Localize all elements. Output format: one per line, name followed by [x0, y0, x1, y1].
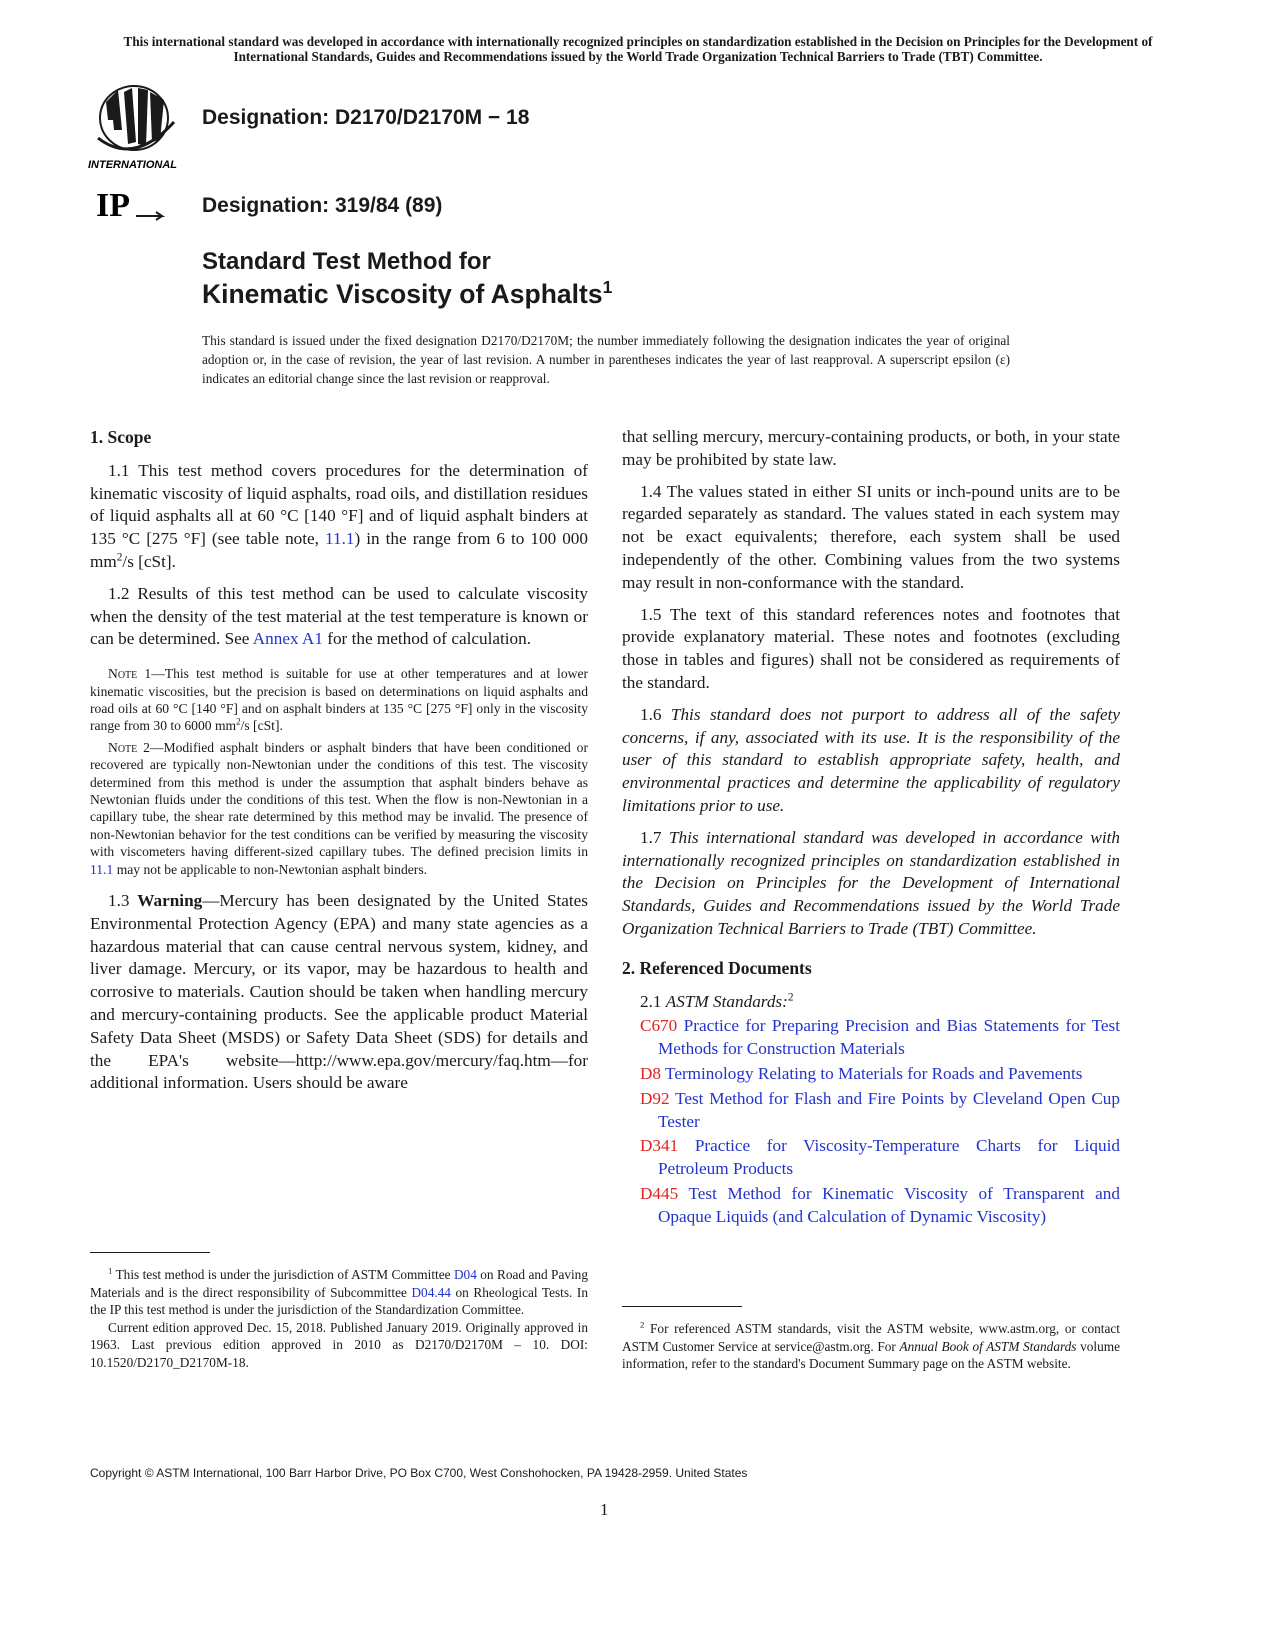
para-1-5: 1.5 The text of this standard references notes and footnotes that provide explanatory material. These notes and footnotes (excluding those in tables and figures) shall not be considered as requirements of the standard.	[622, 604, 1120, 692]
para-1-3-cont: that selling mercury, mercury-containing products, or both, in your state may be prohibited by state law.	[622, 427, 1120, 469]
logo-text: INTERNATIONAL	[88, 159, 178, 171]
link-11-1-note[interactable]: 11.1	[90, 861, 114, 877]
footnote-rule-right	[622, 1306, 742, 1307]
ref-list	[622, 1015, 1120, 1228]
note-2: Note 2—Modified asphalt binders or asphalt binders that have been conditioned or recovered are typically non-Newtonian under the conditions of this test. The viscosity determined from this method is under the assumption that asphalt binders behave as Newtonian fluids under the conditions of this test. When the flow is non-Newtonian in a capillary tube, the shear rate determined by this method may be invalid. The presence of non-Newtonian behavior for the test conditions can be verified by measuring the viscosity with viscometers having different-sized capillary tubes. The defined precision limits in 11.1 may not be applicable to non-Newtonian asphalt binders.	[90, 739, 588, 877]
para-1-7: 1.7 This international standard was developed in accordance with internationally recognized principles on standardization established in the Decision on Principles for the Development of International Standards, Guides and Recommendations issued by the World Trade Organization Technical Barriers to Trade (TBT) Committee.	[622, 827, 1120, 938]
section-1-heading: 1. Scope	[90, 427, 152, 447]
footnote-rule-left	[90, 1252, 210, 1253]
link-11-1[interactable]: 11.1	[325, 529, 355, 549]
section-2-heading: 2. Referenced Documents	[622, 957, 812, 978]
ref-item[interactable]: D92 Test Method for Flash and Fire Points by Cleveland Open Cup Tester	[640, 1088, 1120, 1131]
designation-astm: Designation: D2170/D2170M − 18	[202, 106, 530, 129]
link-annex-a1[interactable]: Annex A1	[252, 629, 323, 649]
link-d04[interactable]: D04	[453, 1267, 477, 1282]
left-column	[90, 426, 588, 1104]
copyright: Copyright © ASTM International, 100 Barr Harbor Drive, PO Box C700, West Conshohocken, PA 19428-2959. United States	[90, 1466, 748, 1480]
para-1-2: 1.2 Results of this test method can be used to calculate viscosity when the density of the test material at the test temperature is known or can be determined. See Annex A1 for the method of calculation.	[90, 583, 588, 649]
para-1-1: 1.1 This test method covers procedures for the determination of kinematic viscosity of liquid asphalts, road oils, and distillation residues of liquid asphalts all at 60 °C [140 °F] and of liquid asphalt binders at 135 °C [275 °F] (see table note, 11.1) in the range from 6 to 100 000 $mm^2/s$ [cSt].	[90, 460, 588, 571]
note-1: Note 1—This test method is suitable for use at other temperatures and at lower kinematic viscosities, but the precision is based on determinations on liquid asphalts and road oils at 60 °C [140 °F] and on asphalt binders at 135 °C [275 °F] only in the viscosity range from 30 to 6000 $mm^2/s$ [cSt].	[90, 666, 589, 734]
ref-item[interactable]: D341 Practice for Viscosity-Temperature Charts for Liquid Petroleum Products	[640, 1136, 1120, 1179]
ref-item[interactable]: D445 Test Method for Kinematic Viscosity of Transparent and Opaque Liquids (and Calculation of Dynamic Viscosity)	[640, 1183, 1120, 1226]
title-main: Kinematic Viscosity of Asphalts	[202, 279, 603, 309]
ip-logo	[96, 186, 174, 226]
footnote-1: $^1$ This test method is under the jurisdiction of ASTM Committee D04 on Road and Paving Materials and is the direct responsibility of Subcommittee D04.44 on Rheological Tests. In the IP this test method is under the jurisdiction of the Standardization Committee. Current edition approved Dec. 15, 2018. Published January 2019. Originally approved in 1963. Last previous edition approved in 2010 as D2170/D2170M – 10. DOI: 10.1520/D2170_D2170M-18.	[90, 1265, 588, 1370]
right-column	[622, 426, 1120, 1231]
para-2-1: 2.1 ASTM Standards:$^2$	[640, 990, 794, 1011]
footnote-2: $^2$ For referenced ASTM standards, visit the ASTM website, www.astm.org, or contact ASTM Customer Service at service@astm.org. For Annual Book of ASTM Standards volume information, refer to the standard's Document Summary page on the ASTM website.	[622, 1319, 1120, 1372]
top-note: This international standard was developed in accordance with internationally recognized principles on standardization established in the Decision on Principles for the Development of International Standards, Guides and Recommendations issued by the World Trade Organization Technical Barriers to Trade (TBT) Committee.	[123, 34, 1153, 64]
para-1-4: 1.4 The values stated in either SI units or inch-pound units are to be regarded separately as standard. The values stated in each system may not be exact equivalents; therefore, each system shall be used independently of the other. Combining values from the two systems may result in non-conformance with the standard.	[622, 481, 1120, 592]
ref-item[interactable]: D8 Terminology Relating to Materials for Roads and Pavements	[640, 1063, 1083, 1083]
para-1-6: 1.6 This standard does not purport to address all of the safety concerns, if any, associated with its use. It is the responsibility of the user of this standard to establish appropriate safety, health, and environmental practices and determine the applicability of regulatory limitations prior to use.	[622, 704, 1120, 815]
ref-item[interactable]: C670 Practice for Preparing Precision and Bias Statements for Test Methods for Construction Materials	[640, 1016, 1120, 1059]
link-d04-44[interactable]: D04.44	[411, 1284, 451, 1300]
page-number: 1	[600, 1500, 609, 1519]
para-1-3: 1.3 Warning—Mercury has been designated by the United States Environmental Protection Agency (EPA) and many state agencies as a hazardous material that can cause central nervous system, kidney, and liver damage. Mercury, or its vapor, may be hazardous to health and corrosive to materials. Caution should be taken when handling mercury and mercury-containing products. See the applicable product Material Safety Data Sheet (MSDS) or Safety Data Sheet (SDS) for details and the EPA's website—http://www.epa.gov/mercury/faq.htm—for additional information. Users should be aware	[90, 891, 588, 1093]
ip-logo-text: IP	[96, 187, 130, 224]
astm-logo	[88, 82, 190, 172]
document-title	[202, 246, 612, 310]
designation-ip: Designation: 319/84 (89)	[202, 194, 443, 217]
title-footnote-mark: 1	[602, 277, 613, 298]
title-line-2	[202, 278, 612, 310]
issued-note: This standard is issued under the fixed designation D2170/D2170M; the number immediately following the designation indicates the year of original adoption or, in the case of revision, the year of last revision. A number in parentheses indicates the year of last reapproval. A superscript epsilon (ε) indicates an editorial change since the last revision or reapproval.	[202, 333, 1010, 386]
title-line-1: Standard Test Method for	[202, 248, 491, 275]
